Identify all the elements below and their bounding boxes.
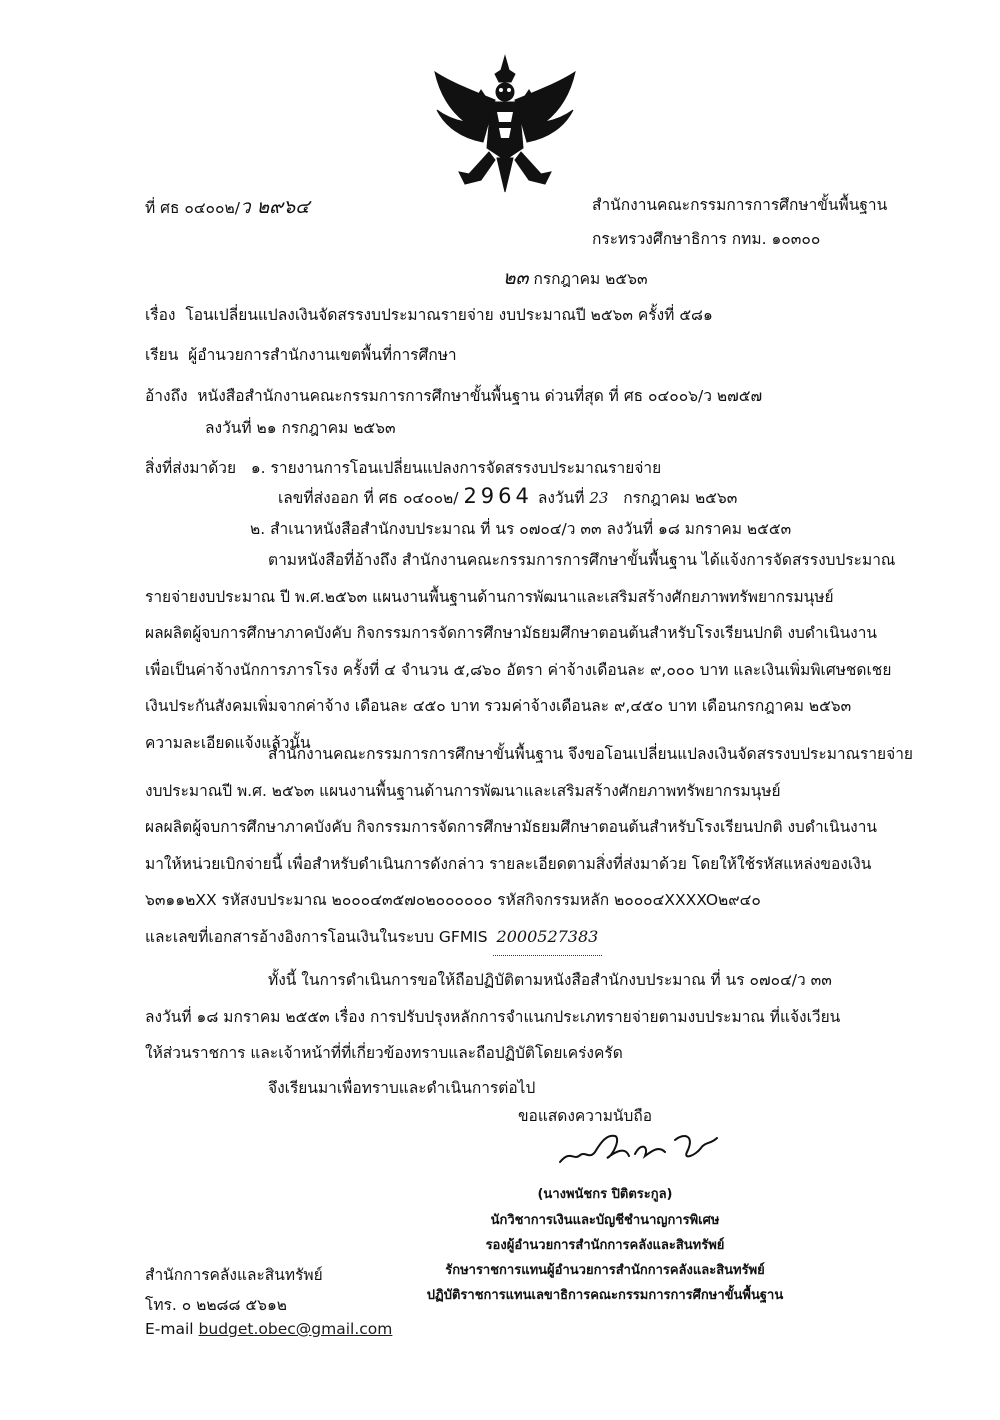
subject-text: โอนเปลี่ยนแปลงเงินจัดสรรงบประมาณรายจ่าย งบประมาณปี ๒๕๖๓ ครั้งที่ ๕๘๑ xyxy=(185,306,713,324)
para2-line: งบประมาณปี พ.ศ. ๒๕๖๓ แผนงานพื้นฐานด้านการพัฒนาและเสริมสร้างศักยภาพทรัพยากรมนุษย์ xyxy=(145,781,781,800)
garuda-emblem xyxy=(425,52,585,202)
reference-text-1: หนังสือสำนักงานคณะกรรมการการศึกษาขั้นพื้นฐาน ด่วนที่สุด ที่ ศธ ๐๔๐๐๖/ว ๒๗๕๗ xyxy=(197,387,763,405)
enclosure-item-1-sub xyxy=(278,484,737,510)
org-name: สำนักงานคณะกรรมการการศึกษาขั้นพื้นฐาน xyxy=(592,196,888,214)
enclosure-item-1: ๑. รายงานการโอนเปลี่ยนแปลงการจัดสรรงบประมาณรายจ่าย xyxy=(250,459,662,477)
salutation-text: ผู้อำนวยการสำนักงานเขตพื้นที่การศึกษา xyxy=(188,346,457,364)
signer-info xyxy=(425,1183,785,1305)
signer-name: (นางพนัชกร ปิติตระกูล) xyxy=(537,1187,673,1202)
org-address: กระทรวงศึกษาธิการ กทม. ๑๐๓๐๐ xyxy=(592,230,821,248)
para1-line: ผลผลิตผู้จบการศึกษาภาคบังคับ กิจกรรมการจัดการศึกษามัธยมศึกษาตอนต้นสำหรับโรงเรียนปกติ งบดำเนินงาน xyxy=(145,624,878,642)
export-day: 23 xyxy=(589,489,609,507)
enclosure-item-2: ๒. สำเนาหนังสือสำนักงบประมาณ ที่ นร ๐๗๐๔/ว ๓๓ ลงวันที่ ๑๘ มกราคม ๒๕๕๓ xyxy=(250,520,792,538)
regards: ขอแสดงความนับถือ xyxy=(517,1107,653,1125)
signer-title-4: ปฏิบัติราชการแทนเลขาธิการคณะกรรมการการศึกษาขั้นพื้นฐาน xyxy=(426,1288,784,1303)
enclosures-label: สิ่งที่ส่งมาด้วย xyxy=(145,459,237,477)
para3-line: ทั้งนี้ ในการดำเนินการขอให้ถือปฏิบัติตามหนังสือสำนักงบประมาณ ที่ นร ๐๗๐๔/ว ๓๓ xyxy=(268,971,832,989)
gfmis-number: 2000527383 xyxy=(493,919,603,957)
subject-line xyxy=(145,302,713,327)
export-date-label: ลงวันที่ xyxy=(537,489,585,507)
para2-line: สำนักงานคณะกรรมการการศึกษาขั้นพื้นฐาน จึงขอโอนเปลี่ยนแปลงเงินจัดสรรงบประมาณรายจ่าย xyxy=(268,745,913,763)
para1-line: รายจ่ายงบประมาณ ปี พ.ศ.๒๕๖๓ แผนงานพื้นฐานด้านการพัฒนาและเสริมสร้างศักยภาพทรัพยากรมนุษย์ xyxy=(145,587,834,606)
para2-line: มาให้หน่วยเบิกจ่ายนี้ เพื่อสำหรับดำเนินการดังกล่าว รายละเอียดตามสิ่งที่ส่งมาด้วย โดยให้ใช้รหัสแหล่งของเงิน xyxy=(145,854,872,873)
signer-title-1: นักวิชาการเงินและบัญชีชำนาญการพิเศษ xyxy=(490,1213,720,1228)
para1-line: เพื่อเป็นค่าจ้างนักการภารโรง ครั้งที่ ๔ จำนวน ๕,๘๖๐ อัตรา ค่าจ้างเดือนละ ๙,๐๐๐ บาท และเงินเพิ่มพิเศษชดเชย xyxy=(145,660,892,679)
enclosures-line xyxy=(145,455,661,480)
email-link[interactable]: budget.obec@gmail.com xyxy=(198,1320,393,1338)
export-number: 2964 xyxy=(463,484,533,508)
date-handwritten: ๒๓ xyxy=(503,267,529,289)
export-month-year: กรกฎาคม ๒๕๖๓ xyxy=(623,489,738,507)
reference-number xyxy=(145,192,310,222)
para1-line: เงินประกันสังคมเพิ่มจากค่าจ้าง เดือนละ ๔๕๐ บาท รวมค่าจ้างเดือนละ ๙,๔๕๐ บาท เดือนกรกฎาคม ๒๕๖๓ xyxy=(145,697,852,715)
reference-prefix: ที่ ศธ ๐๔๐๐๒/ xyxy=(145,199,240,217)
signer-title-3: รักษาราชการแทนผู้อำนวยการสำนักการคลังและสินทรัพย์ xyxy=(445,1263,765,1278)
para3-line: ลงวันที่ ๑๘ มกราคม ๒๕๕๓ เรื่อง การปรับปรุงหลักการจำแนกประเภทรายจ่ายตามงบประมาณ ที่แจ้งเวียน xyxy=(145,1007,841,1026)
para1-line: ตามหนังสือที่อ้างถึง สำนักงานคณะกรรมการการศึกษาขั้นพื้นฐาน ได้แจ้งการจัดสรรงบประมาณ xyxy=(268,551,896,569)
body-paragraph-3 xyxy=(145,962,935,1072)
signer-title-2: รองผู้อำนวยการสำนักการคลังและสินทรัพย์ xyxy=(485,1238,725,1253)
reference-handwritten: ว ๒๙๖๔ xyxy=(239,196,310,218)
gfmis-label: และเลขที่เอกสารอ้างอิงการโอนเงินในระบบ GFMIS xyxy=(145,927,488,946)
footer-email-line xyxy=(145,1320,392,1338)
para1-line: ความละเอียดแจ้งแล้วนั้น xyxy=(145,733,311,752)
subject-label: เรื่อง xyxy=(145,306,176,324)
body-paragraph-1 xyxy=(145,542,935,761)
date-rest: กรกฎาคม ๒๕๖๓ xyxy=(533,270,648,288)
footer-office: สำนักการคลังและสินทรัพย์ xyxy=(145,1266,323,1284)
reference-label: อ้างถึง xyxy=(145,387,188,405)
reference-text-2: ลงวันที่ ๒๑ กรกฎาคม ๒๕๖๓ xyxy=(205,419,396,437)
footer-phone: โทร. ๐ ๒๒๘๘ ๕๖๑๒ xyxy=(145,1296,288,1314)
para3-line: ให้ส่วนราชการ และเจ้าหน้าที่ที่เกี่ยวข้องทราบและถือปฏิบัติโดยเคร่งครัด xyxy=(145,1044,623,1062)
export-prefix: เลขที่ส่งออก ที่ ศธ ๐๔๐๐๒/ xyxy=(278,489,459,507)
para2-line: ผลผลิตผู้จบการศึกษาภาคบังคับ กิจกรรมการจัดการศึกษามัธยมศึกษาตอนต้นสำหรับโรงเรียนปกติ งบดำเนินงาน xyxy=(145,818,878,836)
reference-line xyxy=(145,383,762,408)
para2-last-line xyxy=(145,919,935,957)
handwritten-signature xyxy=(555,1122,725,1172)
letter-date xyxy=(503,263,648,293)
body-paragraph-2 xyxy=(145,736,935,956)
closing-line: จึงเรียนมาเพื่อทราบและดำเนินการต่อไป xyxy=(268,1079,536,1097)
para2-line: ๖๓๑๑๒XX รหัสงบประมาณ ๒๐๐๐๔๓๕๗๐๒๐๐๐๐๐๐ รหัสกิจกรรมหลัก ๒๐๐๐๔XXXXO๒๙๔๐ xyxy=(145,891,761,909)
email-label: E-mail xyxy=(145,1320,194,1338)
salutation-line xyxy=(145,342,457,367)
salutation-label: เรียน xyxy=(145,346,179,364)
